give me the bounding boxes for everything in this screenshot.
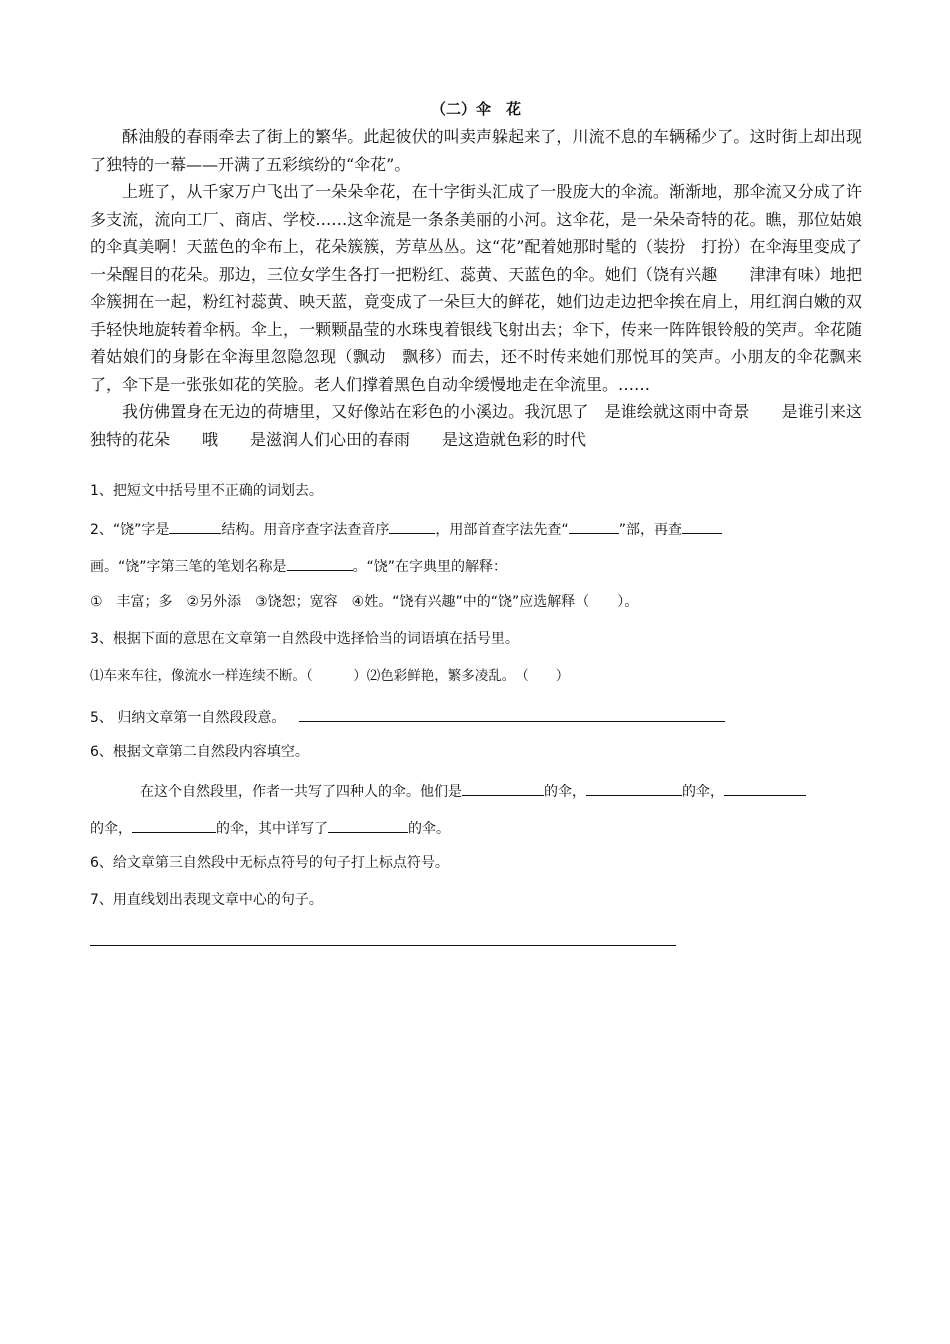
passage-paragraph-1: 酥油般的春雨牵去了街上的繁华。此起彼伏的叫卖声躲起来了，川流不息的车辆稀少了。这时街上却出现了独特的一幕——开满了五彩缤纷的“伞花”。 (90, 127, 862, 174)
q2-blank-index[interactable] (389, 518, 435, 534)
question-2-line-3: ① 丰富；多 ②另外添 ③饶恕；宽容 ④姓。“饶有兴趣”中的“饶”应选解释（ ）。 (90, 594, 639, 610)
question-6b: 6、给文章第三自然段中无标点符号的句子打上标点符号。 (90, 855, 449, 871)
q2-text-e: 画。“饶”字第三笔的笔划名称是 (90, 559, 287, 575)
q6-text-b: 在这个自然段里，作者一共写了四种人的伞。他们是 (140, 784, 462, 800)
question-6-line-2 (90, 817, 450, 839)
q6-text-d: 的伞， (682, 784, 724, 800)
q7-answer-line-segment-1 (90, 930, 542, 946)
q2-text-a: 2、“饶”字是 (90, 522, 170, 538)
q6-blank-1[interactable] (462, 780, 544, 796)
q2-text-c: ，用部首查字法先查“ (435, 522, 569, 538)
q2-blank-radical[interactable] (569, 518, 619, 534)
q7-answer-line-segment-2 (542, 930, 676, 946)
q7-answer-line[interactable] (90, 930, 676, 950)
question-5 (90, 706, 725, 728)
passage-paragraph-2: 上班了，从千家万户飞出了一朵朵伞花，在十字街头汇成了一股庞大的伞流。渐渐地，那伞流又分成了许多支流，流向工厂、商店、学校……这伞流是一条条美丽的小河。这伞花，是一朵朵奇特的花。瞧，那位姑娘的伞真美啊！天蓝色的伞布上，花朵簇簇，芳草丛丛。这“花”配着她那时髦的（装扮 打扮）在伞海里变成了一朵醒目的花朵。那边，三位女学生各打一把粉红、蕊黄、天蓝色的伞。她们（饶有兴趣 津津有味）地把伞簇拥在一起，粉红衬蕊黄、映天蓝，竟变成了一朵巨大的鲜花，她们边走边把伞挨在肩上，用红润白嫩的双手轻快地旋转着伞柄。伞上，一颗颗晶莹的水珠曳着银线飞射出去；伞下，传来一阵阵银铃般的笑声。伞花随着姑娘们的身影在伞海里忽隐忽现（飘动 飘移）而去，还不时传来她们那悦耳的笑声。小朋友的伞花飘来了，伞下是一张张如花的笑脸。老人们撑着黑色自动伞缓慢地走在伞流里。…… (90, 182, 862, 394)
question-6-title: 6、根据文章第二自然段内容填空。 (90, 744, 309, 760)
q6-text-f: 的伞，其中详写了 (216, 821, 328, 837)
question-6-line-1 (140, 780, 806, 802)
reading-passage (90, 123, 862, 453)
question-2-line-1 (90, 518, 722, 540)
q2-blank-structure[interactable] (169, 518, 221, 534)
q2-blank-stroke-name[interactable] (287, 555, 353, 571)
q6-text-g: 的伞。 (408, 821, 450, 837)
q2-text-f: 。“饶”在字典里的解释： (352, 559, 508, 575)
q6-blank-2[interactable] (586, 780, 682, 796)
q6-blank-4[interactable] (132, 817, 216, 833)
passage-paragraph-3: 我仿佛置身在无边的荷塘里，又好像站在彩色的小溪边。我沉思了 是谁绘就这雨中奇景 是谁引来这独特的花朵 哦 是滋润人们心田的春雨 是这造就色彩的时代 (90, 402, 862, 449)
page-title: （二）伞 花 (430, 100, 521, 118)
q2-blank-strokes[interactable] (682, 518, 722, 534)
q6-blank-3[interactable] (724, 780, 806, 796)
question-7: 7、用直线划出表现文章中心的句子。 (90, 892, 323, 908)
q6-blank-5[interactable] (328, 817, 408, 833)
question-3-line-2: ⑴车来车往，像流水一样连续不断。（ ）⑵色彩鲜艳，繁多凌乱。 （ ） (90, 668, 570, 684)
q2-text-b: 结构。用音序查字法查音序 (221, 522, 390, 538)
q6-text-c: 的伞， (544, 784, 586, 800)
q6-text-e: 的伞， (90, 821, 132, 837)
question-3-line-1: 3、根据下面的意思在文章第一自然段中选择恰当的词语填在括号里。 (90, 631, 519, 647)
q5-answer-line[interactable] (299, 706, 725, 722)
q5-text: 5、 归纳文章第一自然段段意。 (90, 710, 286, 726)
question-1: 1、把短文中括号里不正确的词划去。 (90, 483, 323, 499)
question-2-line-2 (90, 555, 507, 577)
q2-text-d: ”部，再查 (618, 522, 682, 538)
worksheet-page (90, 98, 862, 453)
